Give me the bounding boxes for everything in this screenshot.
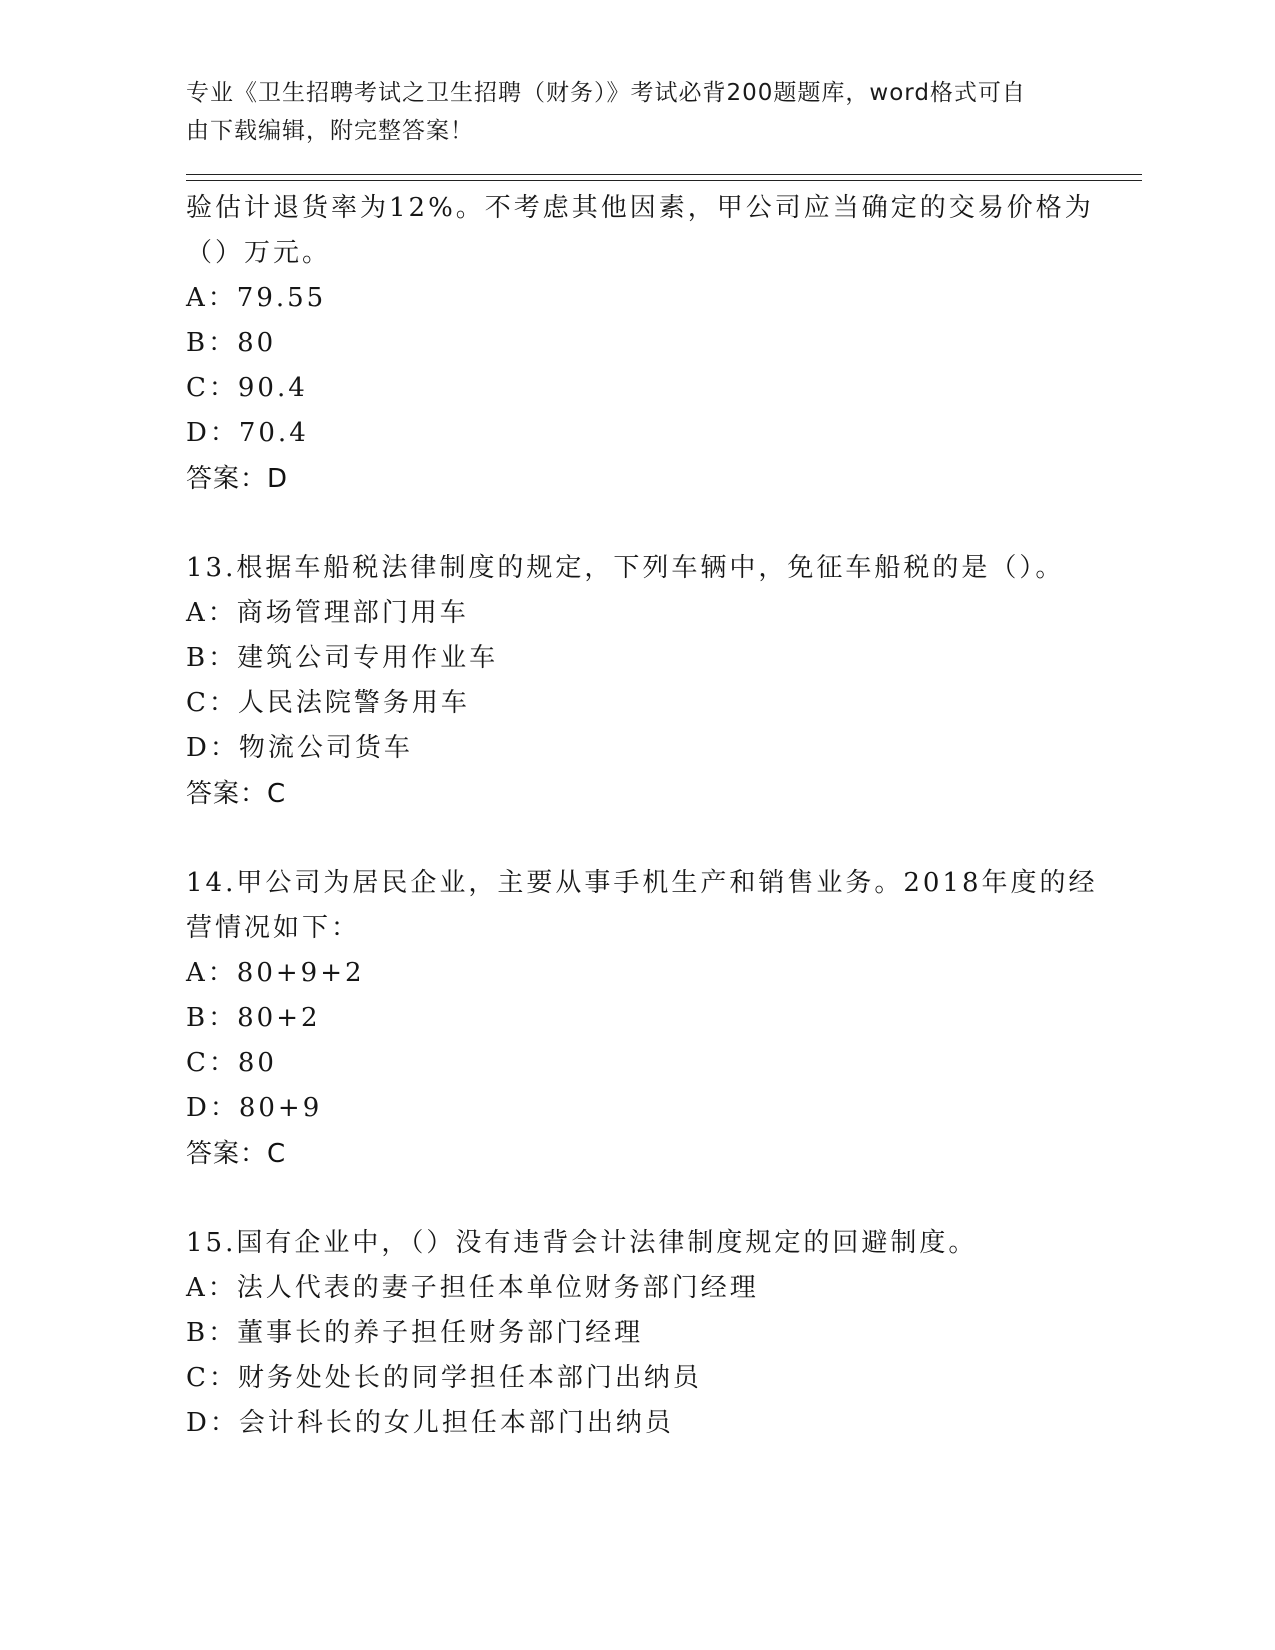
option-b: B：80 — [186, 328, 277, 358]
question-stem-line: 验估计退货率为12%。不考虑其他因素，甲公司应当确定的交易价格为 — [186, 193, 1094, 223]
question-stem-line: （）万元。 — [186, 238, 332, 268]
option-c: C：90.4 — [186, 373, 308, 403]
question-list — [186, 186, 1106, 1446]
option-d: D：80+9 — [186, 1093, 323, 1123]
question-stem-line: 13.根据车船税法律制度的规定，下列车辆中，免征车船税的是（）。 — [186, 553, 1065, 583]
header-divider-top — [186, 174, 1142, 175]
option-b: B：80+2 — [186, 1003, 321, 1033]
option-b: B：建筑公司专用作业车 — [186, 643, 499, 673]
question-stem-line: 营情况如下： — [186, 913, 361, 943]
question-12 — [186, 186, 1106, 502]
document-header — [186, 74, 1066, 150]
question-stem-line: 14.甲公司为居民企业，主要从事手机生产和销售业务。2018年度的经 — [186, 868, 1098, 898]
option-a: A：法人代表的妻子担任本单位财务部门经理 — [186, 1273, 759, 1303]
answer-line: 答案：D — [186, 464, 289, 494]
answer-line: 答案：C — [186, 779, 287, 809]
option-c: C：财务处处长的同学担任本部门出纳员 — [186, 1363, 702, 1393]
option-a: A：商场管理部门用车 — [186, 598, 469, 628]
question-14 — [186, 861, 1106, 1177]
option-c: C：人民法院警务用车 — [186, 688, 470, 718]
question-15 — [186, 1221, 1106, 1446]
option-c: C：80 — [186, 1048, 277, 1078]
option-a: A：79.55 — [186, 283, 327, 313]
option-d: D：会计科长的女儿担任本部门出纳员 — [186, 1408, 674, 1438]
question-stem-line: 15.国有企业中，（）没有违背会计法律制度规定的回避制度。 — [186, 1228, 978, 1258]
header-line-1: 专业《卫生招聘考试之卫生招聘（财务）》考试必背200题题库，word格式可自 — [186, 80, 1026, 106]
answer-line: 答案：C — [186, 1139, 287, 1169]
question-13 — [186, 546, 1106, 817]
header-divider-bottom — [186, 180, 1142, 181]
option-b: B：董事长的养子担任财务部门经理 — [186, 1318, 644, 1348]
spacer — [186, 1177, 1106, 1221]
spacer — [186, 817, 1106, 861]
spacer — [186, 502, 1106, 546]
option-a: A：80+9+2 — [186, 958, 365, 988]
option-d: D：物流公司货车 — [186, 733, 413, 763]
header-line-2: 由下载编辑，附完整答案！ — [186, 118, 474, 144]
option-d: D：70.4 — [186, 418, 309, 448]
